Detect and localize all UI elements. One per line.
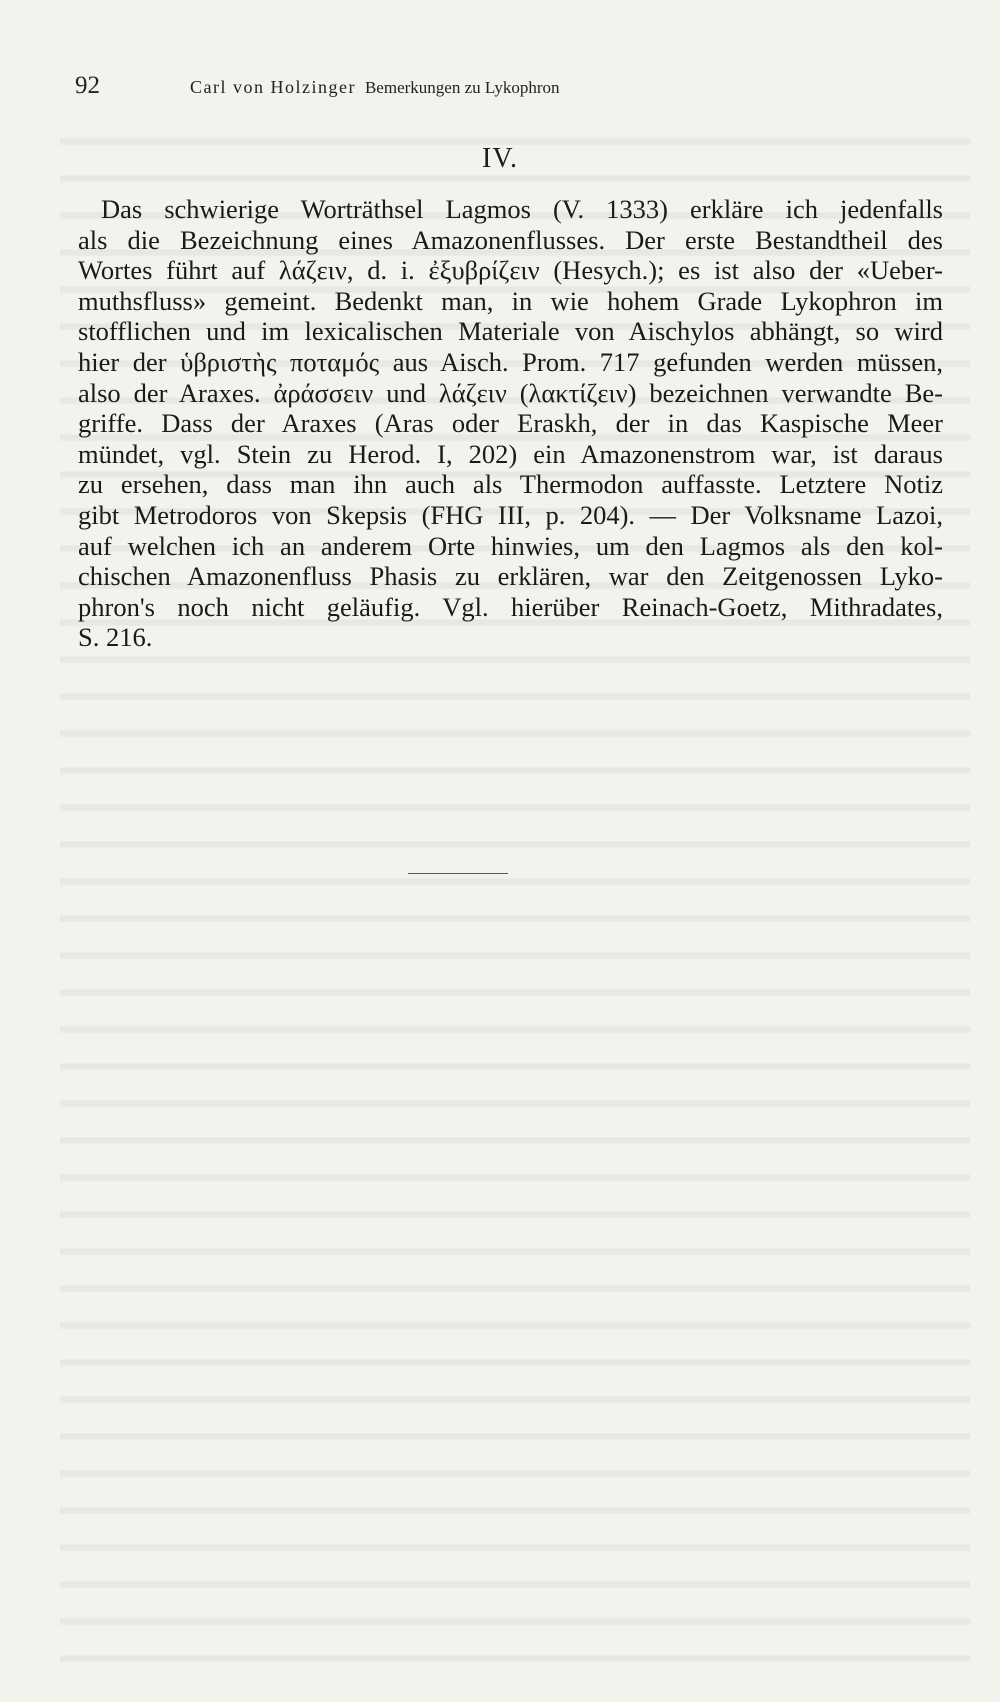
paragraph-line: hier der ὑβριστὴς ποταμός aus Aisch. Prom. 717 gefunden werden müssen, [78,346,943,377]
paragraph-line: chischen Amazonenfluss Phasis zu erklären, war den Zeitgenossen Lyko- [78,561,943,592]
paragraph-line: mündet, vgl. Stein zu Herod. I, 202) ein Amazonenstrom war, ist daraus [78,438,943,469]
running-head-title: Bemerkungen zu Lykophron [364,78,560,97]
paragraph-line: griffe. Dass der Araxes (Aras oder Eraskh, der in das Kaspische Meer [78,408,943,439]
paragraph-line: gibt Metrodoros von Skepsis (FHG III, p. 204). — Der Volksname Lazoi, [78,499,943,530]
paragraph-line: also der Araxes. ἀράσσειν und λάζειν (λακτίζειν) bezeichnen verwandte Be- [78,377,943,408]
paragraph-line: Das schwierige Worträthsel Lagmos (V. 1333) erkläre ich jedenfalls [101,194,943,224]
page-number: 92 [75,72,100,99]
paragraph-line: Wortes führt auf λάζειν, d. i. ἐξυβρίζειν (Hesych.); es ist also der «Ueber- [78,255,943,286]
paragraph-line: muthsfluss» gemeint. Bedenkt man, in wie hohem Grade Lykophron im [78,285,943,316]
running-head [75,72,955,102]
running-head-author: Carl von Holzinger [190,77,356,97]
section-heading: IV. [482,143,518,174]
paragraph-line: stofflichen und im lexicalischen Materiale von Aischylos abhängt, so wird [78,316,943,347]
paragraph-line: als die Bezeichnung eines Amazonenflusses. Der erste Bestandtheil des [78,224,943,255]
paragraph-line: auf welchen ich an anderem Orte hinwies, um den Lagmos als den kol- [78,530,943,561]
body-paragraph [78,194,943,653]
paragraph-line: S. 216. [78,622,153,653]
paragraph-line: phron's noch nicht geläufig. Vgl. hierüber Reinach-Goetz, Mithradates, [78,591,943,622]
section-divider-rule [408,873,508,874]
paragraph-line: zu ersehen, dass man ihn auch als Thermodon auffasste. Letztere Notiz [78,469,943,500]
